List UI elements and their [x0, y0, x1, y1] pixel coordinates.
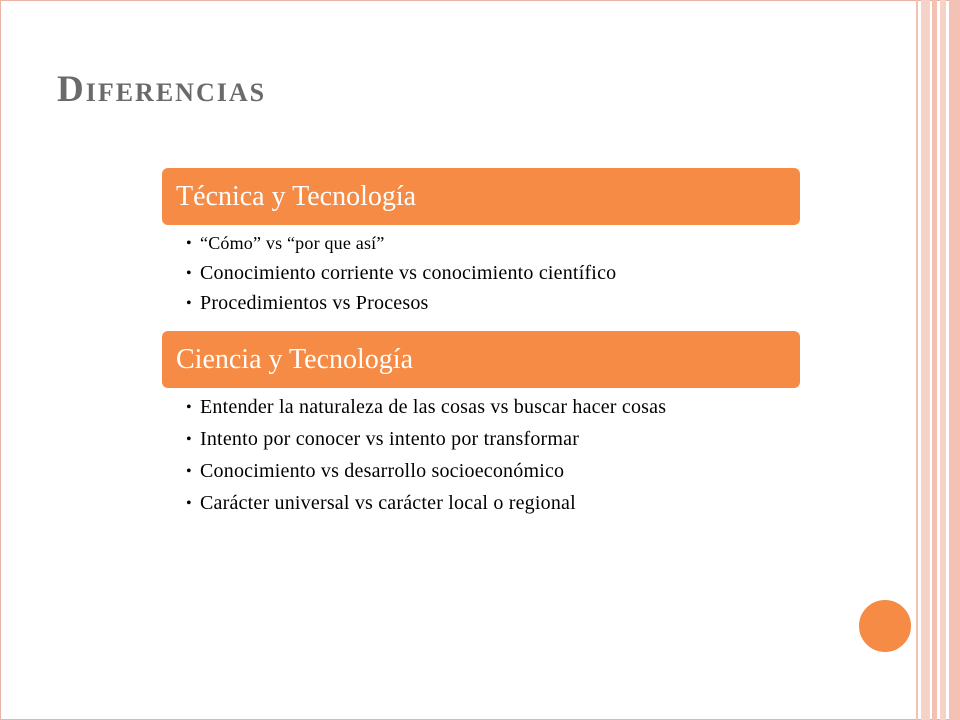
accent-circle: [856, 597, 914, 655]
list-item-text: Conocimiento vs desarrollo socioeconómico: [200, 460, 565, 482]
side-decoration-band: [949, 0, 960, 720]
list-item: [162, 493, 762, 514]
bullet-list: [162, 388, 800, 514]
section-header: Ciencia y Tecnología: [162, 331, 800, 388]
section-ciencia-tecnologia: [162, 331, 800, 525]
bullet-dot-icon: •: [186, 235, 192, 252]
bullet-dot-icon: •: [186, 399, 192, 416]
slide-title: Diferencias: [57, 69, 267, 110]
side-decoration-band: [916, 0, 918, 720]
bullet-dot-icon: •: [186, 495, 192, 512]
bullet-dot-icon: •: [186, 265, 192, 282]
list-item-text: Carácter universal vs carácter local o regional: [200, 492, 576, 514]
bullet-list: [162, 225, 800, 314]
list-item: [162, 461, 762, 482]
section-header: Técnica y Tecnología: [162, 168, 800, 225]
list-item: [162, 263, 762, 284]
bullet-dot-icon: •: [186, 463, 192, 480]
list-item: [162, 293, 762, 314]
side-decoration-band: [921, 0, 930, 720]
side-decoration-band: [932, 0, 937, 720]
list-item-text: Conocimiento corriente vs conocimiento científico: [200, 262, 617, 284]
list-item-text: Procedimientos vs Procesos: [200, 292, 429, 314]
list-item-text: Entender la naturaleza de las cosas vs buscar hacer cosas: [200, 396, 667, 418]
list-item-text: “Cómo” vs “por que así”: [200, 233, 385, 253]
list-item: [162, 397, 762, 418]
list-item: [162, 429, 762, 450]
section-tecnica-tecnologia: [162, 168, 800, 323]
list-item: [162, 233, 762, 254]
list-item-text: Intento por conocer vs intento por transformar: [200, 428, 580, 450]
side-decoration-band: [940, 0, 946, 720]
bullet-dot-icon: •: [186, 431, 192, 448]
bullet-dot-icon: •: [186, 295, 192, 312]
